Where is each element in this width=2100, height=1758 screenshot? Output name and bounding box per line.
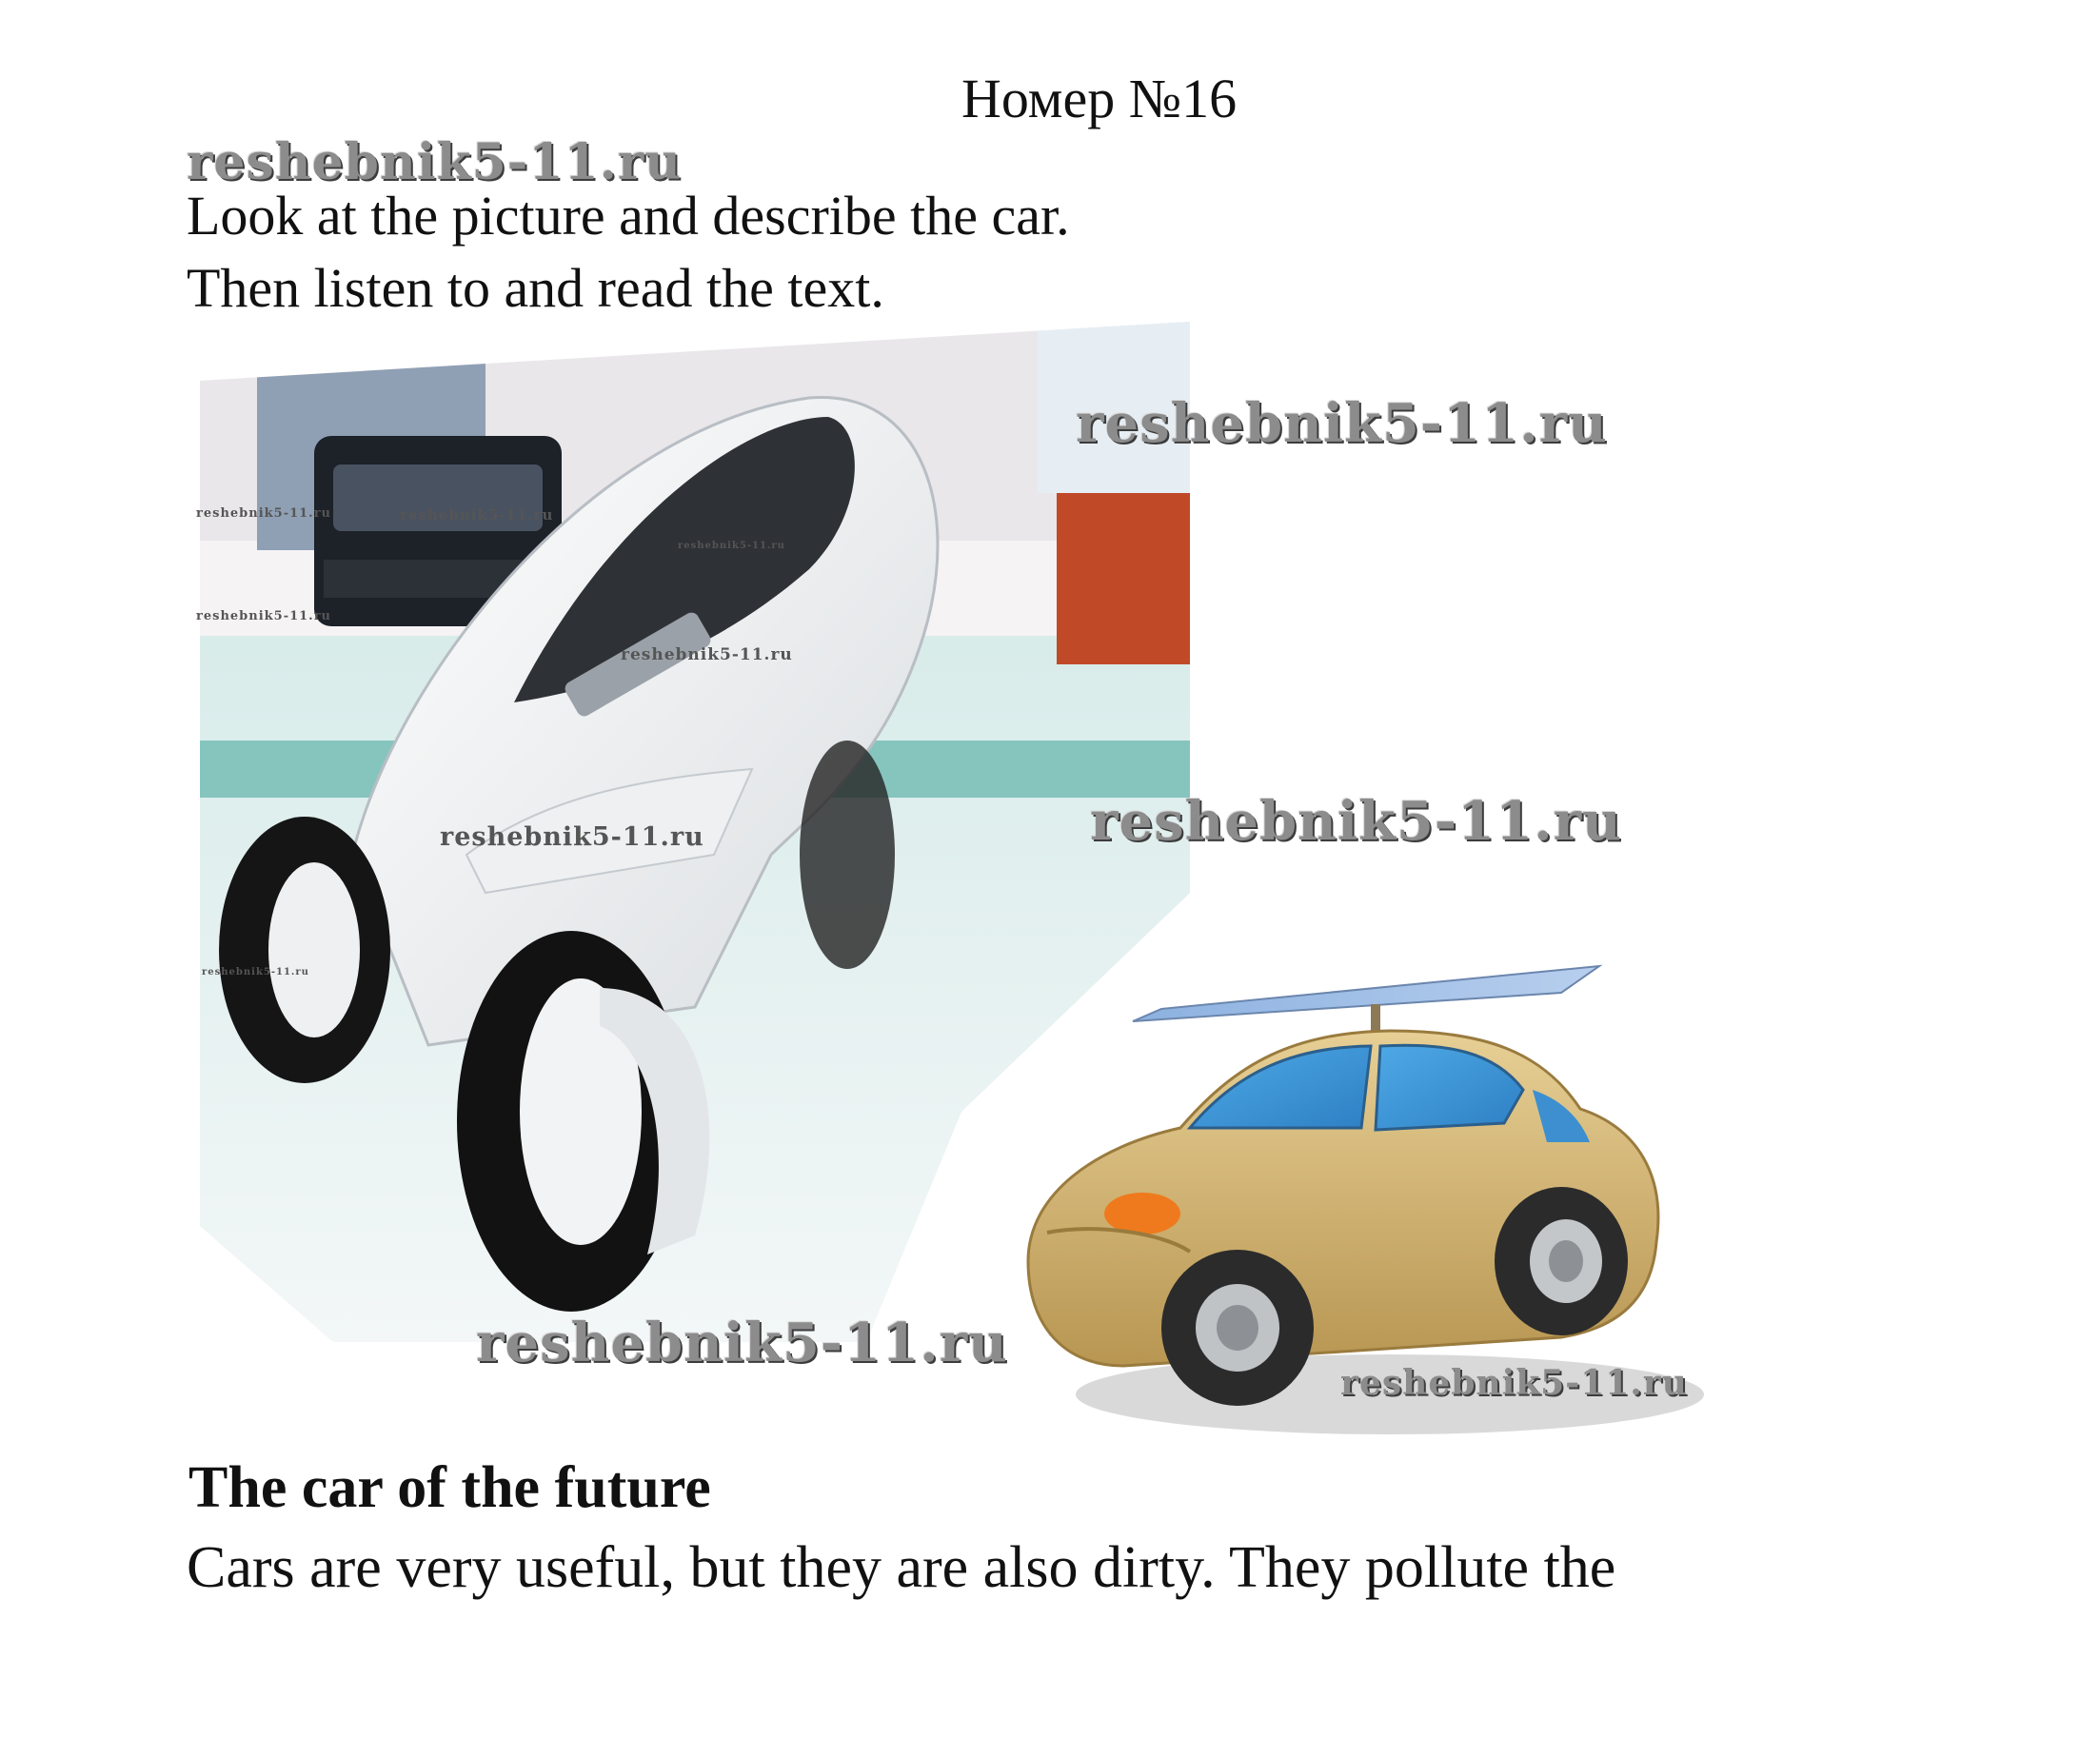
instruction-line-2: Then listen to and read the text. <box>187 257 884 319</box>
instruction-line-1: Look at the picture and describe the car. <box>187 185 1070 247</box>
watermark-photo-2: reshebnik5-11.ru <box>400 506 554 523</box>
text-body-line-1: Cars are very useful, but they are also dirty. They pollute the <box>187 1535 1616 1600</box>
watermark-photo-6: reshebnik5-11.ru <box>440 822 704 852</box>
watermark-photo-1: reshebnik5-11.ru <box>196 506 332 521</box>
text-title: The car of the future <box>188 1455 711 1520</box>
task-number: Номер №16 <box>961 68 1238 129</box>
watermark-bottom-right: reshebnik5-11.ru <box>1340 1363 1688 1403</box>
watermark-bottom-left: reshebnik5-11.ru <box>476 1312 1008 1374</box>
watermark-photo-5: reshebnik5-11.ru <box>621 645 793 664</box>
watermark-right-middle: reshebnik5-11.ru <box>1090 790 1622 853</box>
watermark-photo-3: reshebnik5-11.ru <box>678 541 785 551</box>
watermark-photo-7: reshebnik5-11.ru <box>202 967 309 978</box>
watermark-photo-4: reshebnik5-11.ru <box>196 609 332 623</box>
watermark-right-upper: reshebnik5-11.ru <box>1076 392 1608 455</box>
watermark-top: reshebnik5-11.ru <box>187 133 683 191</box>
